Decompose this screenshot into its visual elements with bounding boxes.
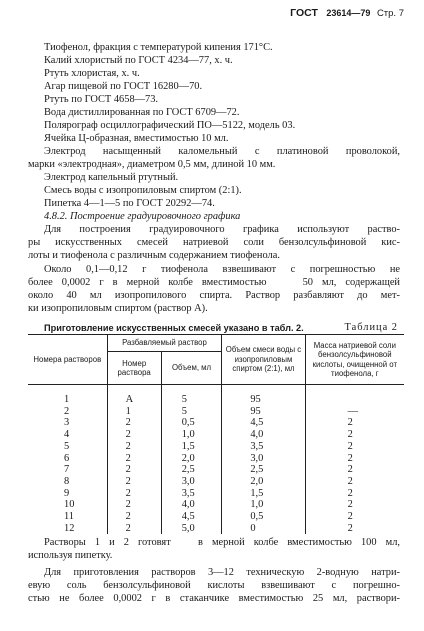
text-line: Калий хлористый по ГОСТ 4234—77, х. ч.	[44, 55, 233, 66]
text-line: Ячейка Ц-образная, вместимостью 10 мл.	[44, 133, 229, 144]
text-line: Для построения градуировочного графика используют раство-	[44, 224, 400, 235]
cell-volume: 4,5	[161, 511, 222, 523]
text-line: около 40 мл изопропилового спирта. Раствор разбавляют до мет-	[28, 290, 400, 301]
cell-mass: 2	[305, 429, 404, 441]
cell-mass: 2	[305, 453, 404, 465]
table-row	[28, 523, 404, 535]
cell-diluted-number: 2	[107, 417, 161, 429]
text-line: Ртуть хлористая, х. ч.	[44, 68, 140, 79]
cell-mix-volume: 0	[222, 523, 305, 535]
cell-solution-number: 10	[64, 499, 75, 511]
table-row	[28, 406, 404, 418]
cell-volume: 5,0	[161, 523, 222, 535]
cell-mass: 2	[305, 417, 404, 429]
cell-solution-number: 2	[64, 405, 70, 417]
text-line: марки «электродная», диаметром 0,5 мм, длиной 10 мм.	[28, 159, 276, 170]
header-mix-volume: Объем смеси воды с изопропиловым спиртом (2:1), мл	[222, 335, 305, 385]
cell-volume: 1,0	[161, 429, 222, 441]
header-diluted-group: Разбавляемый раствор	[107, 335, 222, 352]
table-row	[28, 453, 404, 465]
header-page-number: Стр. 7	[376, 8, 404, 19]
cell-volume: 1,5	[161, 441, 222, 453]
section-heading: 4.8.2. Построение градуировочного графика	[44, 211, 241, 222]
cell-solution-number: 6	[64, 452, 70, 464]
cell-solution-number: 1	[64, 394, 70, 405]
cell-mix-volume: 95	[222, 385, 305, 406]
cell-mass: 2	[305, 464, 404, 476]
cell-diluted-number: 2	[107, 499, 161, 511]
cell-mass	[305, 385, 404, 406]
cell-diluted-number: 2	[107, 476, 161, 488]
cell-mass: 2	[305, 523, 404, 535]
text-line: используя пипетку.	[28, 550, 113, 561]
text-line: более 0,0002 г в мерной колбе вместимостью 50 мл, содержащей	[28, 277, 400, 288]
cell-mix-volume: 1,5	[222, 488, 305, 500]
cell-diluted-number: 2	[107, 453, 161, 465]
table-row	[28, 464, 404, 476]
header-standard-number: 23614—79	[326, 8, 371, 18]
cell-solution-number: 7	[64, 464, 70, 476]
text-line: Смесь воды с изопропиловым спиртом (2:1).	[44, 185, 242, 196]
cell-volume: 3,0	[161, 476, 222, 488]
cell-solution-number: 11	[64, 511, 75, 523]
cell-volume: 0,5	[161, 417, 222, 429]
table-body	[28, 385, 404, 535]
cell-volume: 2,5	[161, 464, 222, 476]
cell-solution-number: 8	[64, 475, 70, 487]
header-gost: ГОСТ	[290, 7, 318, 19]
table-row	[28, 385, 404, 406]
cell-volume: 3,5	[161, 488, 222, 500]
header-solution-number: Номера растворов	[28, 335, 107, 385]
cell-mass: 2	[305, 441, 404, 453]
cell-mix-volume: 95	[222, 406, 305, 418]
table-row	[28, 441, 404, 453]
cell-diluted-number: 2	[107, 441, 161, 453]
text-line: ки изопропиловым спиртом (раствор А).	[28, 303, 208, 314]
cell-volume: 5	[161, 406, 222, 418]
text-line: стью не более 0,0002 г в стаканчике вместимостью 25 мл, раствори-	[28, 593, 400, 604]
cell-mix-volume: 4,0	[222, 429, 305, 441]
cell-mass: —	[305, 406, 404, 418]
table-row	[28, 488, 404, 500]
text-line: лоты и тиофенола с различным содержанием тиофенола.	[28, 250, 280, 261]
text-line: Агар пищевой по ГОСТ 16280—70.	[44, 81, 203, 92]
header-mass: Масса натриевой соли бензолсульфиновой кислоты, очищенной от тиофенола, г	[305, 335, 404, 385]
page-header	[290, 7, 404, 19]
cell-mix-volume: 3,0	[222, 453, 305, 465]
cell-mass: 2	[305, 499, 404, 511]
text-line: Для приготовления растворов 3—12 техническую 2-водную натри-	[44, 567, 400, 578]
cell-mass: 2	[305, 476, 404, 488]
table-row	[28, 429, 404, 441]
cell-solution-number: 9	[64, 487, 70, 499]
cell-diluted-number: А	[107, 385, 161, 406]
data-table	[28, 334, 404, 534]
text-line: Растворы 1 и 2 готовят в мерной колбе вместимостью 100 мл,	[44, 537, 400, 548]
cell-mass: 2	[305, 488, 404, 500]
text-line: Электрод капельный ртутный.	[44, 172, 179, 183]
text-line: Около 0,1—0,12 г тиофенола взвешивают с погрешностью не	[44, 264, 400, 275]
table-name: Таблица 2	[344, 322, 398, 333]
cell-mix-volume: 0,5	[222, 511, 305, 523]
cell-mix-volume: 1,0	[222, 499, 305, 511]
cell-mix-volume: 2,5	[222, 464, 305, 476]
cell-diluted-number: 2	[107, 429, 161, 441]
header-volume: Объем, мл	[161, 352, 222, 385]
cell-diluted-number: 1	[107, 406, 161, 418]
cell-solution-number: 5	[64, 440, 70, 452]
cell-solution-number: 3	[64, 417, 70, 429]
text-line: евую соль бензолсульфиновой кислоты взвешивают с погрешно-	[28, 580, 400, 591]
header-diluted-number: Номер раствора	[107, 352, 161, 385]
cell-volume: 4,0	[161, 499, 222, 511]
cell-diluted-number: 2	[107, 488, 161, 500]
cell-volume: 2,0	[161, 453, 222, 465]
cell-mix-volume: 2,0	[222, 476, 305, 488]
text-line: Пипетка 4—1—5 по ГОСТ 20292—74.	[44, 198, 215, 209]
text-line: Электрод насыщенный каломельный с платиновой проволокой,	[44, 146, 400, 157]
cell-volume: 5	[161, 385, 222, 406]
table-row	[28, 499, 404, 511]
text-line: Полярограф осциллографический ПО—5122, модель 03.	[44, 120, 296, 131]
cell-diluted-number: 2	[107, 511, 161, 523]
cell-solution-number: 12	[64, 522, 75, 534]
table-caption: Приготовление искусственных смесей указано в табл. 2.	[44, 323, 304, 333]
text-line: Ртуть по ГОСТ 4658—73.	[44, 94, 159, 105]
text-line: Вода дистиллированная по ГОСТ 6709—72.	[44, 107, 240, 118]
cell-solution-number: 4	[64, 429, 70, 441]
text-line: Тиофенол, фракция с температурой кипения 171°С.	[44, 42, 273, 53]
cell-diluted-number: 2	[107, 523, 161, 535]
cell-mix-volume: 3,5	[222, 441, 305, 453]
table-row	[28, 417, 404, 429]
cell-mix-volume: 4,5	[222, 417, 305, 429]
table-row	[28, 511, 404, 523]
cell-mass: 2	[305, 511, 404, 523]
cell-diluted-number: 2	[107, 464, 161, 476]
text-line: ры искусственных смесей натриевой соли бензолсульфиновой кис-	[28, 237, 400, 248]
table-row	[28, 476, 404, 488]
